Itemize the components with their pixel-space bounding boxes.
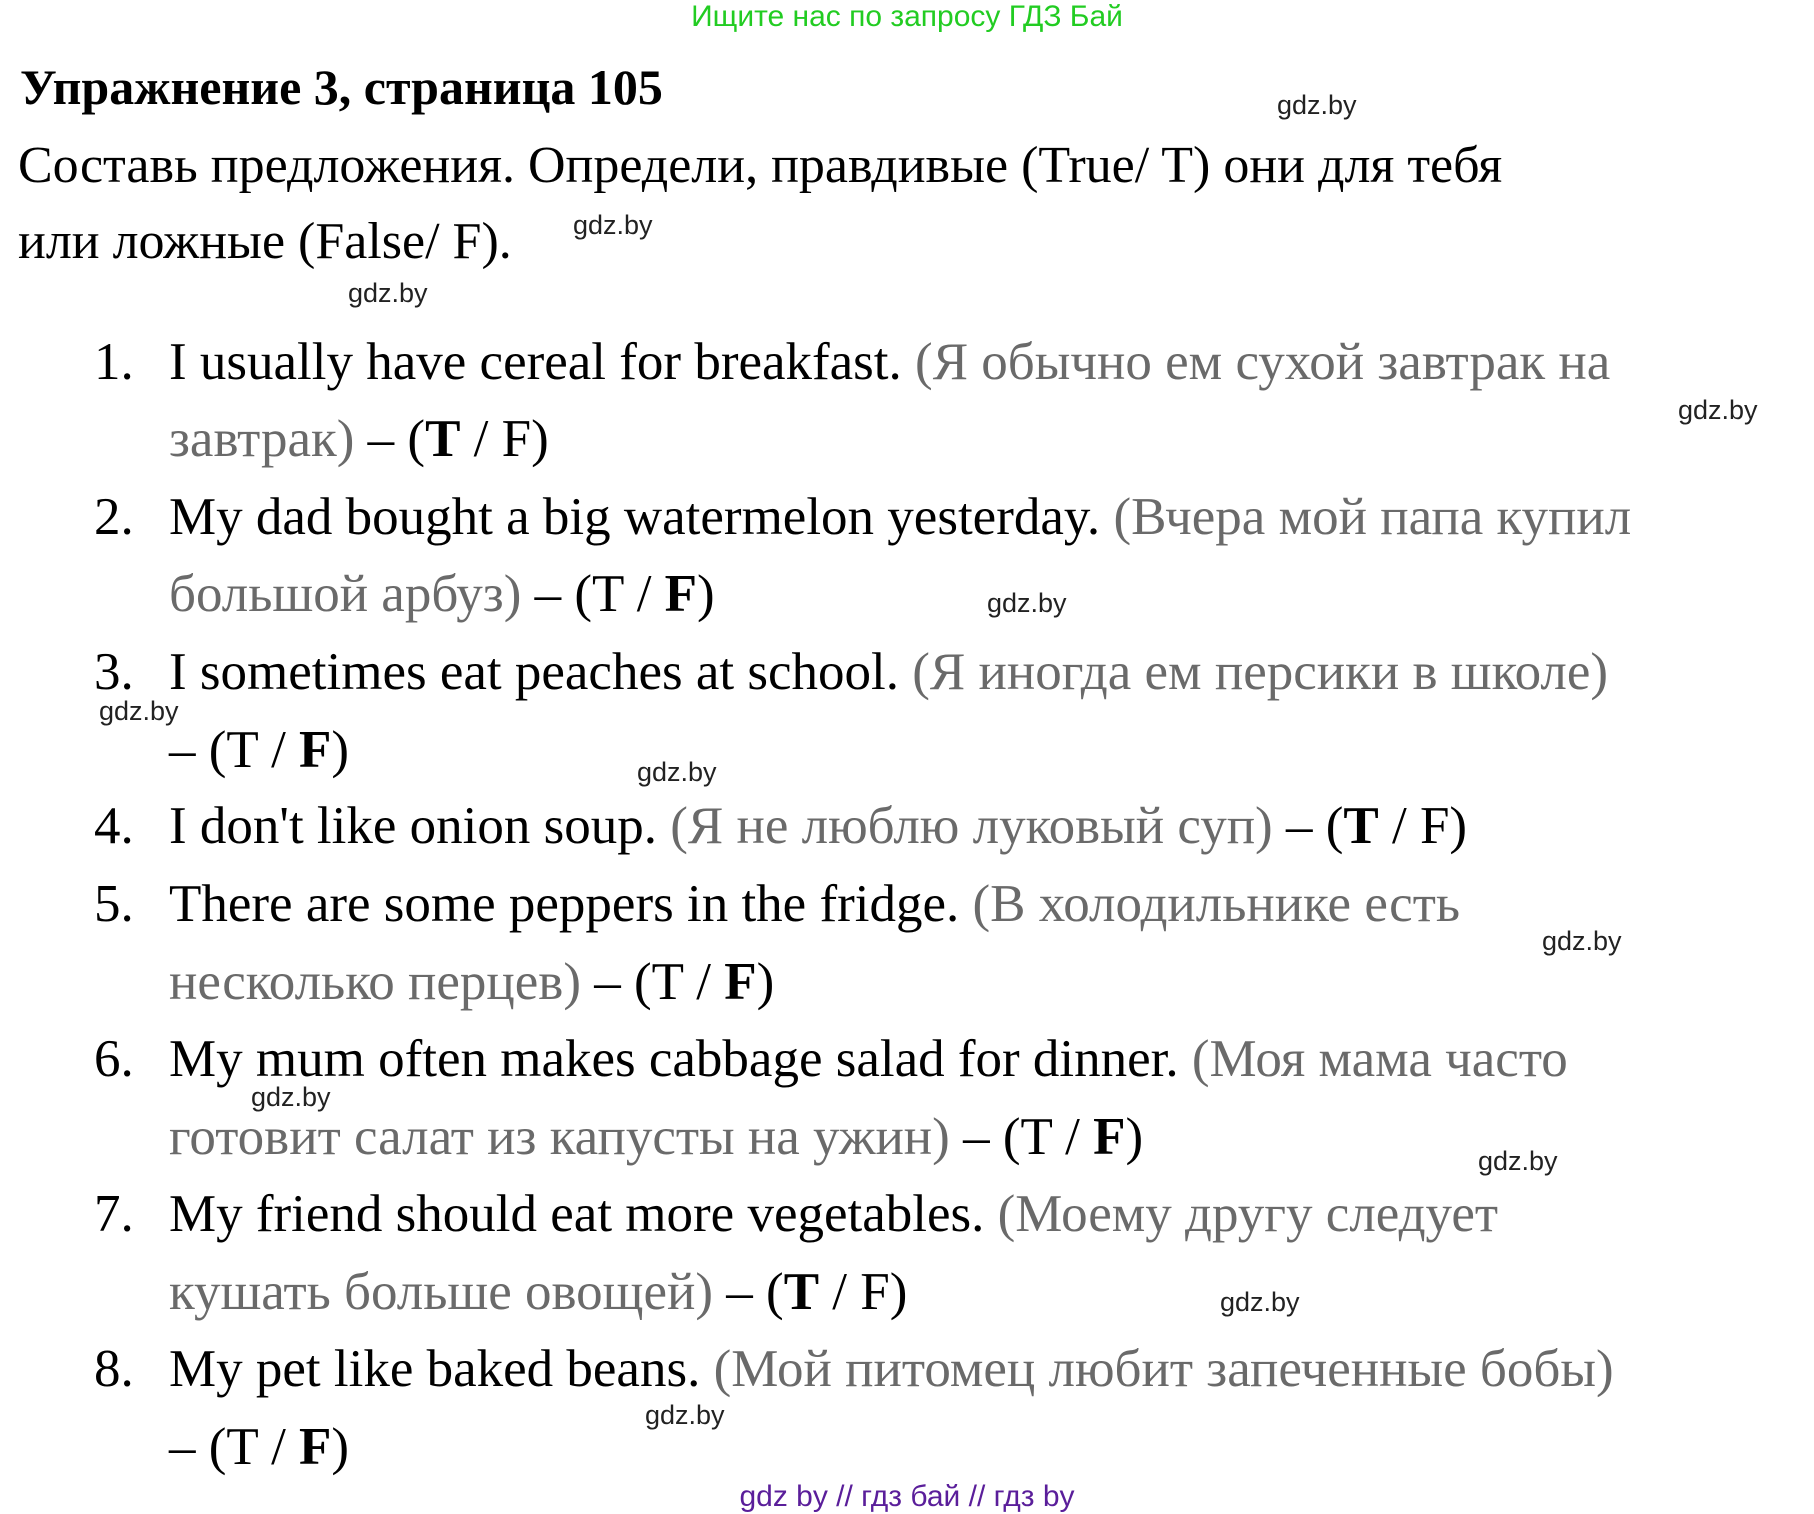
item-number: 4. <box>94 797 134 855</box>
search-banner: Ищите нас по запросу ГДЗ Бай <box>691 0 1123 33</box>
sentence-text: – (T / <box>169 721 300 779</box>
item-number: 6. <box>94 1030 134 1088</box>
sentence-text: I usually have cereal for breakfast. <box>169 333 916 391</box>
selected-answer: F <box>299 721 332 779</box>
gdz-watermark: gdz.by <box>1478 1146 1558 1176</box>
russian-translation: (Моему другу следует <box>997 1185 1499 1243</box>
gdz-watermark: gdz.by <box>251 1082 331 1112</box>
exercise-item-8-line <box>169 1340 1614 1398</box>
gdz-watermark: gdz.by <box>1277 90 1357 120</box>
exercise-item-6-line <box>169 1030 1568 1088</box>
russian-translation: завтрак) <box>169 410 355 468</box>
gdz-watermark: gdz.by <box>987 588 1067 618</box>
russian-translation: несколько перцев) <box>169 953 581 1011</box>
selected-answer: T <box>783 1263 820 1321</box>
item-number: 2. <box>94 488 134 546</box>
sentence-text: My pet like baked beans. <box>169 1340 714 1398</box>
item-number: 7. <box>94 1185 134 1243</box>
exercise-item-6-line <box>169 1108 1144 1166</box>
exercise-item-7-line <box>169 1263 908 1321</box>
exercise-item-5-line <box>169 875 1461 933</box>
sentence-text: / F) <box>460 410 549 468</box>
russian-translation: (Моя мама часто <box>1191 1030 1568 1088</box>
selected-answer: F <box>724 953 757 1011</box>
sentence-text: My mum often makes cabbage salad for dinner. <box>169 1030 1192 1088</box>
exercise-item-2-line <box>169 488 1632 546</box>
sentence-text: There are some peppers in the fridge. <box>169 875 973 933</box>
sentence-text: / F) <box>1378 797 1468 855</box>
sentence-text: ) <box>1125 1108 1144 1166</box>
russian-translation: (Вчера мой папа купил <box>1113 488 1632 546</box>
exercise-item-8-line <box>169 1418 350 1476</box>
russian-translation: (Мой питомец любит запеченные бобы) <box>713 1340 1614 1398</box>
sentence-text: – (T / <box>169 1418 300 1476</box>
sentence-text: ) <box>331 721 350 779</box>
selected-answer: T <box>1343 797 1379 855</box>
sentence-text: My friend should eat more vegetables. <box>169 1185 998 1243</box>
selected-answer: T <box>425 410 461 468</box>
selected-answer: F <box>299 1418 332 1476</box>
exercise-item-1-line <box>169 333 1611 391</box>
sentence-text: ) <box>697 565 715 623</box>
russian-translation: (Я иногда ем персики в школе) <box>912 643 1609 701</box>
russian-translation: (В холодильнике есть <box>972 875 1461 933</box>
sentence-text: / F) <box>819 1263 908 1321</box>
selected-answer: F <box>1093 1108 1126 1166</box>
gdz-watermark: gdz.by <box>637 757 717 787</box>
sentence-text: – (T / <box>521 565 665 623</box>
item-number: 1. <box>94 333 134 391</box>
exercise-item-3-line <box>169 643 1609 701</box>
sentence-text: I sometimes eat peaches at school. <box>169 643 913 701</box>
sentence-text: – ( <box>713 1263 784 1321</box>
gdz-watermark: gdz.by <box>1542 926 1622 956</box>
gdz-watermark: gdz.by <box>348 278 428 308</box>
item-number: 3. <box>94 643 134 701</box>
sentence-text: I don't like onion soup. <box>169 797 671 855</box>
gdz-watermark: gdz.by <box>1220 1287 1300 1317</box>
instruction-line-1: Составь предложения. Определи, правдивые (True/ T) они для тебя <box>18 137 1503 194</box>
exercise-item-7-line <box>169 1185 1499 1243</box>
russian-translation: (Я обычно ем сухой завтрак на <box>915 333 1611 391</box>
gdz-watermark: gdz.by <box>1678 395 1758 425</box>
footer-watermark: gdz by // гдз бай // гдз by <box>739 1480 1075 1513</box>
sentence-text: – ( <box>354 410 426 468</box>
gdz-watermark: gdz.by <box>645 1400 725 1430</box>
sentence-text: – (T / <box>949 1108 1094 1166</box>
sentence-text: – (T / <box>580 953 725 1011</box>
sentence-text: – ( <box>1272 797 1344 855</box>
item-number: 5. <box>94 875 134 933</box>
gdz-watermark: gdz.by <box>99 696 179 726</box>
instruction-line-2: или ложные (False/ F). <box>18 213 512 270</box>
item-number: 8. <box>94 1340 134 1398</box>
russian-translation: (Я не люблю луковый суп) <box>670 797 1273 855</box>
sentence-text: ) <box>756 953 775 1011</box>
gdz-watermark: gdz.by <box>573 210 653 240</box>
page-title: Упражнение 3, страница 105 <box>20 59 663 115</box>
exercise-item-2-line <box>169 565 715 623</box>
exercise-item-1-line <box>169 410 549 468</box>
selected-answer: F <box>664 565 698 623</box>
sentence-text: My dad bought a big watermelon yesterday. <box>169 488 1114 546</box>
russian-translation: большой арбуз) <box>169 565 522 623</box>
exercise-item-4-line <box>169 797 1468 855</box>
exercise-item-3-line <box>169 721 350 779</box>
sentence-text: ) <box>331 1418 350 1476</box>
russian-translation: кушать больше овощей) <box>169 1263 714 1321</box>
exercise-item-5-line <box>169 953 775 1011</box>
russian-translation: готовит салат из капусты на ужин) <box>169 1108 950 1166</box>
